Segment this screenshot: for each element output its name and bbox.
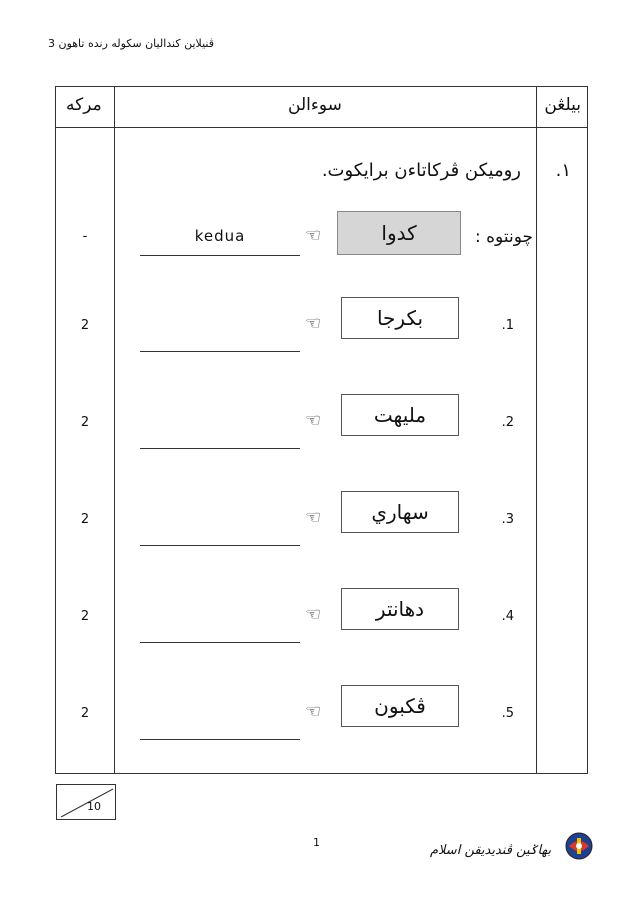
pointing-hand-icon: ☜ (305, 701, 322, 722)
question-item (56, 685, 589, 745)
score-total: 10 (87, 800, 101, 813)
example-mark: - (82, 229, 88, 244)
item-word-box: ڤکبون (341, 685, 459, 727)
column-header-soalan: سوءالن (288, 95, 342, 115)
ministry-logo-icon (565, 832, 593, 864)
pointing-hand-icon: ☜ (305, 313, 322, 334)
item-word-box: مليهت (341, 394, 459, 436)
pointing-hand-icon: ☜ (305, 604, 322, 625)
answer-line[interactable] (140, 351, 300, 352)
pointing-hand-icon: ☜ (305, 410, 322, 431)
answer-line (140, 255, 300, 256)
pointing-hand-icon: ☜ (305, 507, 322, 528)
item-mark: 2 (80, 609, 90, 624)
question-item (56, 491, 589, 551)
answer-line[interactable] (140, 642, 300, 643)
question-item (56, 297, 589, 357)
item-number: .1 (501, 318, 514, 333)
answer-line[interactable] (140, 545, 300, 546)
item-word-box: سهاري (341, 491, 459, 533)
footer-logo-text: بهاݢين ڤنديديقن اسلام (430, 843, 552, 858)
item-mark: 2 (80, 318, 90, 333)
item-word-box: دهانتر (341, 588, 459, 630)
item-number: .4 (501, 609, 514, 624)
question-number: ١. (555, 160, 571, 181)
score-box (56, 784, 116, 820)
pointing-hand-icon: ☜ (305, 225, 322, 246)
example-answer: kedua (194, 227, 246, 245)
example-row (56, 211, 589, 271)
item-number: .2 (501, 415, 514, 430)
column-header-bil: بيلڠن (544, 95, 581, 115)
item-mark: 2 (80, 706, 90, 721)
answer-line[interactable] (140, 739, 300, 740)
question-table (55, 86, 588, 774)
item-number: .5 (501, 706, 514, 721)
example-label: چونتوه : (475, 227, 533, 247)
item-mark: 2 (80, 512, 90, 527)
question-item (56, 394, 589, 454)
example-word-box: كدوا (337, 211, 461, 255)
answer-line[interactable] (140, 448, 300, 449)
header-title: ڤنيلاين كنداليان سکوله رنده تاهون 3 (48, 37, 214, 50)
item-mark: 2 (80, 415, 90, 430)
header-divider (56, 127, 587, 128)
question-item (56, 588, 589, 648)
page-number: 1 (313, 836, 320, 849)
item-word-box: بکرجا (341, 297, 459, 339)
question-instruction: روميکن ڤرکاتاءن برايکوت. (321, 160, 521, 181)
item-number: .3 (501, 512, 514, 527)
column-header-markah: مرکه (66, 95, 102, 115)
